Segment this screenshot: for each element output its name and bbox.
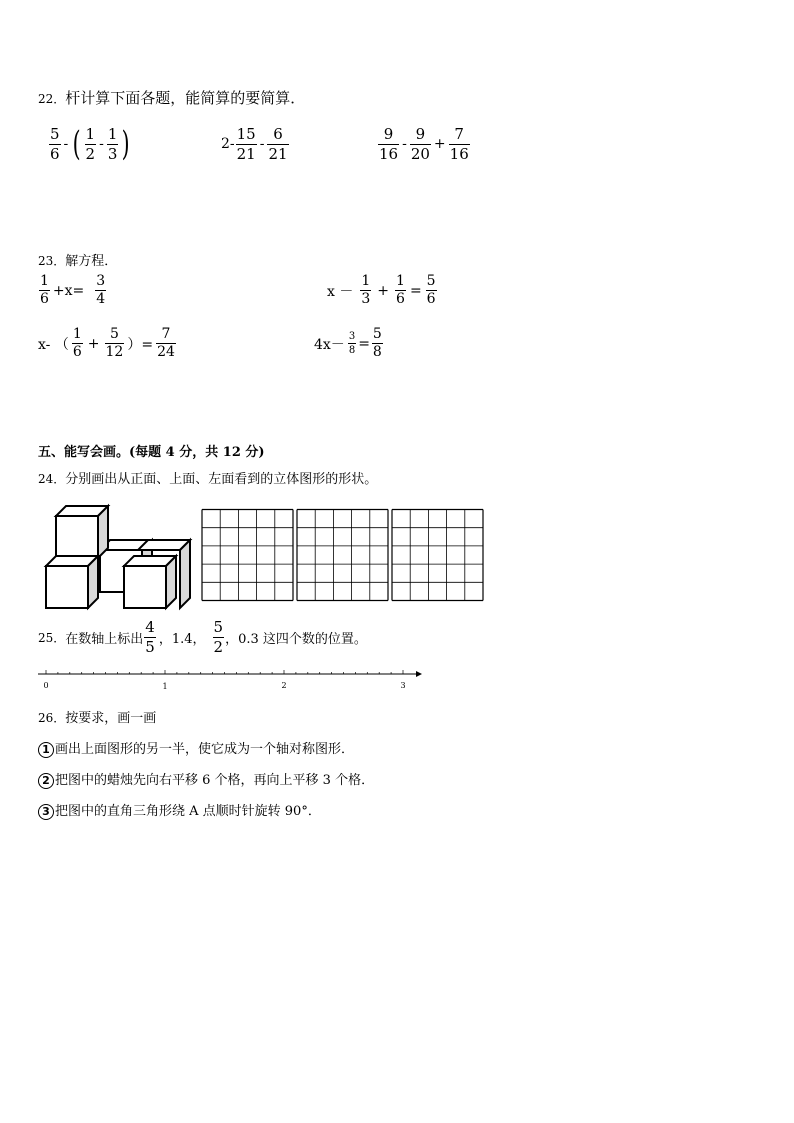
cube-side-face (166, 556, 176, 608)
axis-tick-label: 1 (162, 682, 168, 691)
fraction: $\frac{1}{6}$ (40, 273, 49, 308)
equation-middle: +x= (52, 282, 85, 299)
axis-tick-label: 2 (281, 681, 287, 690)
fraction: $\frac{9}{16}$ (379, 125, 399, 163)
cube-front-face (124, 566, 166, 608)
q26-item-1 (38, 738, 354, 758)
fraction: $\frac{7}{16}$ (449, 125, 469, 163)
q24-text: 分别画出从正面、上面、左面看到的立体图形的形状。 (65, 472, 378, 487)
answer-grid[interactable] (392, 510, 483, 601)
operator: + (87, 335, 100, 352)
q22-expression-2 (221, 126, 290, 162)
circled-number: 1 (38, 742, 54, 758)
operator: = (358, 335, 370, 352)
lead-term: 4x－ (314, 336, 345, 353)
circled-number: 2 (38, 773, 54, 789)
fraction: $\frac{15}{21}$ (236, 125, 256, 163)
operator: + (377, 282, 390, 299)
equation-close: ）= (127, 336, 154, 353)
lead-term: x- （ (38, 336, 69, 353)
fraction: $\frac{5}{2}$ (213, 618, 224, 656)
q23-number: 23． (38, 254, 66, 268)
q22-number: 22． (38, 92, 66, 106)
cube-side-face (180, 540, 190, 608)
cube-front-face (56, 516, 98, 558)
q26-item-text: 把图中的直角三角形绕 A 点顺时针旋转 90°． (55, 804, 321, 819)
q25-mid: ，1.4， (158, 631, 206, 647)
q26-item-text: 把图中的蜡烛先向右平移 6 个格，再向上平移 3 个格． (55, 773, 375, 788)
fraction: $\frac{1}{6}$ (396, 273, 405, 308)
fraction: $\frac{4}{5}$ (145, 618, 155, 656)
fraction: $\frac{5}{6}$ (50, 125, 60, 163)
q26-number: 26． (38, 711, 66, 725)
q25-line (38, 619, 367, 655)
q24-number: 24． (38, 472, 66, 486)
fraction: $\frac{1}{6}$ (72, 326, 82, 361)
q26-item-text: 画出上面图形的另一半，使它成为一个轴对称图形． (55, 742, 355, 757)
q23-equation-4 (314, 327, 384, 361)
fraction: $\frac{5}{6}$ (426, 273, 436, 308)
answer-grids (201, 509, 491, 601)
cube-figure (40, 500, 200, 612)
operator: - (402, 136, 407, 152)
cube-side-face (98, 506, 108, 558)
q23-text: 解方程． (65, 254, 118, 269)
axis-tick-label: 3 (400, 681, 406, 690)
fraction: $\frac{5}{12}$ (105, 326, 124, 361)
operator: - (259, 136, 265, 152)
answer-grid[interactable] (297, 510, 388, 601)
fraction: $\frac{9}{20}$ (410, 125, 430, 163)
left-paren: ( (72, 124, 81, 164)
q23-equation-3 (38, 327, 177, 361)
operator: - (63, 136, 69, 152)
q22-text: 杆计算下面各题，能简算的要简算． (65, 89, 306, 107)
q22-expression-3 (377, 126, 471, 162)
q22-heading (38, 87, 305, 108)
operator: + (433, 136, 446, 152)
q23-equation-1 (38, 274, 107, 308)
q26-item-2 (38, 769, 374, 789)
q23-equation-2 (327, 274, 438, 308)
number-line (38, 666, 423, 694)
right-paren: ) (122, 124, 130, 164)
lead-term: 2- (221, 136, 235, 152)
q26-heading (38, 707, 156, 726)
fraction: $\frac{3}{8}$ (348, 331, 356, 357)
q25-pre: 在数轴上标出 (65, 631, 144, 647)
axis-arrow-icon (416, 671, 422, 677)
operator: = (409, 282, 422, 299)
q26-item-3 (38, 800, 321, 820)
fraction: $\frac{3}{4}$ (96, 273, 106, 308)
section-5-title: 五、能写会画。(每题 4 分，共 12 分) (38, 445, 265, 460)
q23-heading (38, 250, 117, 269)
q24-heading (38, 468, 377, 487)
circled-number: 3 (38, 804, 54, 820)
fraction: $\frac{1}{3}$ (107, 125, 118, 163)
fraction: $\frac{1}{3}$ (361, 273, 371, 308)
fraction: $\frac{1}{2}$ (85, 125, 96, 163)
lead-term: x － (327, 283, 354, 300)
q25-number: 25． (38, 630, 66, 645)
q25-post: ，0.3 这四个数的位置。 (225, 631, 367, 647)
axis-tick-label: 0 (43, 681, 49, 690)
q22-expression-1 (48, 126, 133, 162)
cube-side-face (88, 556, 98, 608)
answer-grid[interactable] (202, 510, 293, 601)
q26-text: 按要求，画一画 (65, 711, 157, 726)
cube-front-face (46, 566, 88, 608)
fraction: $\frac{5}{8}$ (372, 326, 382, 361)
fraction: $\frac{7}{24}$ (157, 326, 175, 361)
operator: - (99, 136, 104, 152)
fraction: $\frac{6}{21}$ (268, 125, 288, 163)
